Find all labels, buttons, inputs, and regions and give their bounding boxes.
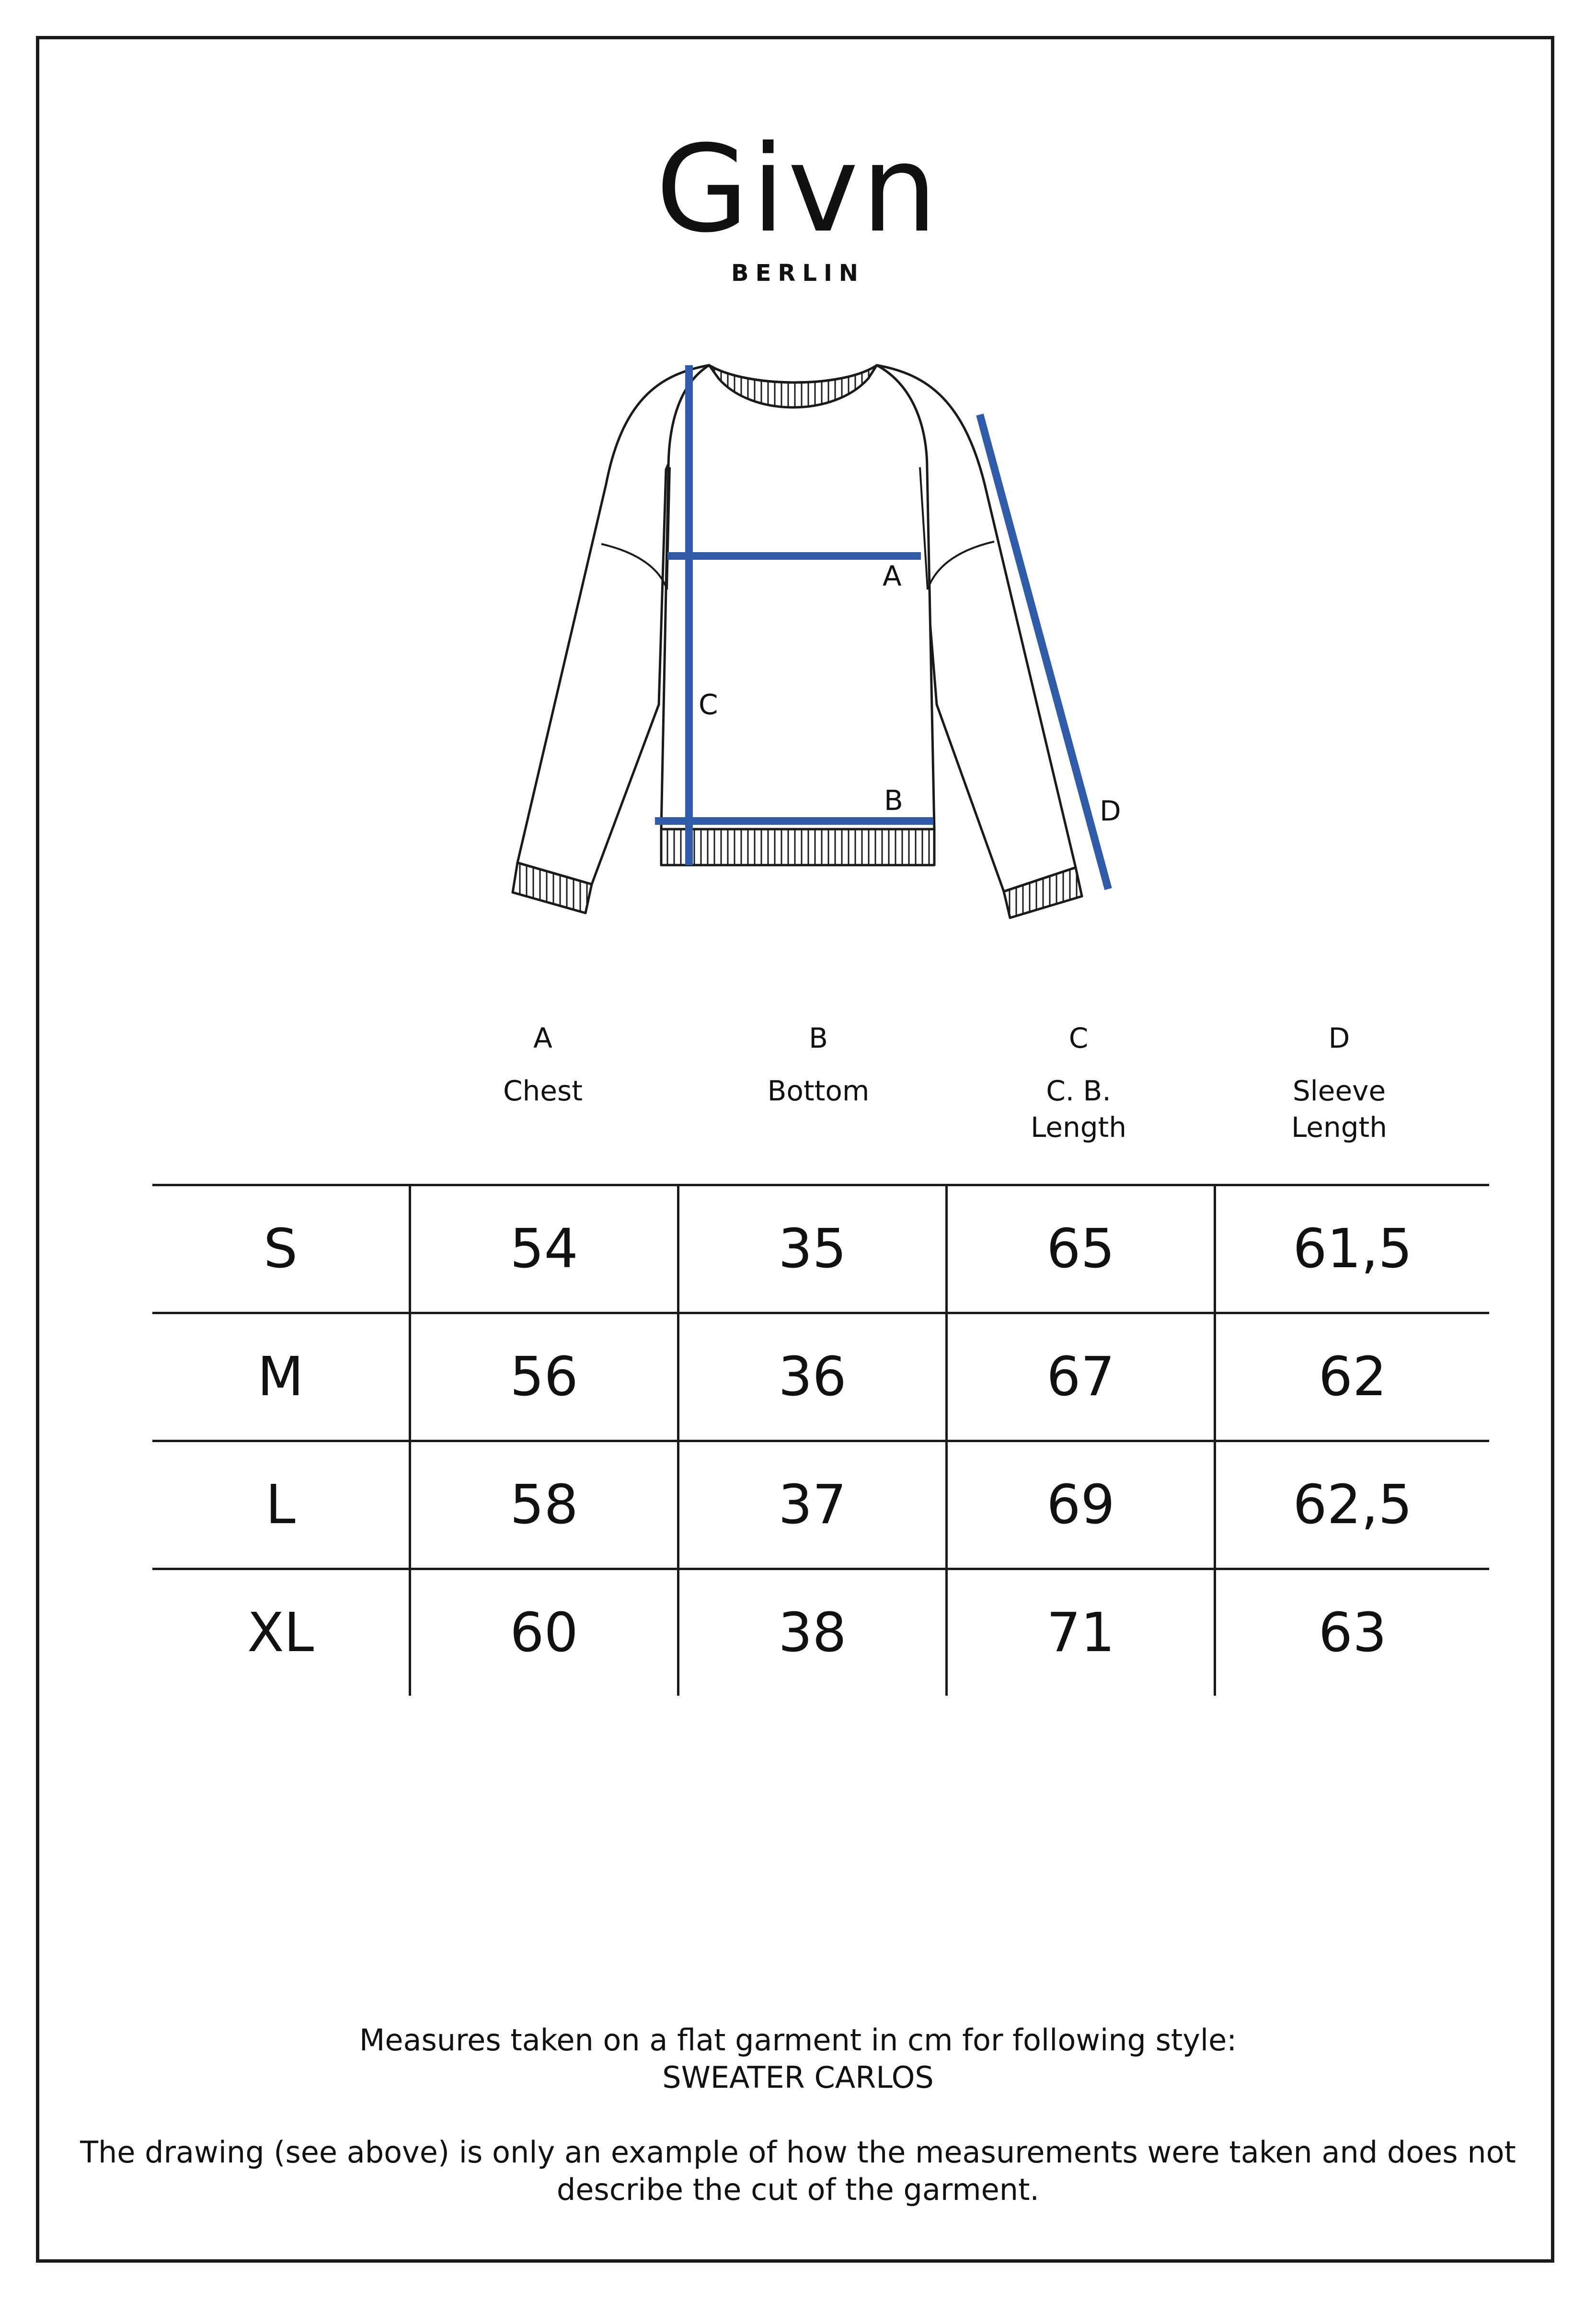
sweater-diagram xyxy=(0,0,1596,959)
size-cell: S xyxy=(263,1218,298,1280)
value-cell: 61,5 xyxy=(1215,1185,1490,1313)
value-cell: 62 xyxy=(1215,1313,1490,1441)
value-cell: 38 xyxy=(678,1569,947,1696)
hem-rib xyxy=(661,829,934,865)
table-row-m xyxy=(152,1313,1489,1441)
value-cell: 65 xyxy=(947,1185,1215,1313)
column-name: Sleeve Length xyxy=(1291,1075,1388,1144)
table-row-s xyxy=(152,1185,1489,1313)
size-table xyxy=(152,1184,1489,1696)
value-cell: 35 xyxy=(678,1185,947,1313)
value-cell: 58 xyxy=(410,1441,678,1569)
column-letter: C xyxy=(1068,1022,1089,1054)
table-row-xl xyxy=(152,1569,1489,1696)
table-row-l xyxy=(152,1441,1489,1569)
value-cell: 62,5 xyxy=(1215,1441,1490,1569)
label-b: B xyxy=(884,784,903,817)
column-header-sleeve-length xyxy=(1205,1020,1473,1145)
brand-logo: Givn xyxy=(655,119,941,259)
measurement-note: Measures taken on a flat garment in cm for following style: xyxy=(359,2023,1237,2058)
label-c: C xyxy=(699,688,718,721)
value-cell: 36 xyxy=(678,1313,947,1441)
label-a: A xyxy=(883,560,902,592)
brand-city: BERLIN xyxy=(731,260,865,287)
column-name: Chest xyxy=(503,1075,583,1107)
column-name: Bottom xyxy=(767,1075,870,1107)
column-letter: B xyxy=(809,1022,828,1054)
value-cell: 71 xyxy=(947,1569,1215,1696)
column-letter: D xyxy=(1328,1022,1350,1054)
column-header-chest xyxy=(409,1020,677,1109)
value-cell: 63 xyxy=(1215,1569,1490,1696)
value-cell: 56 xyxy=(410,1313,678,1441)
value-cell: 60 xyxy=(410,1569,678,1696)
value-cell: 37 xyxy=(678,1441,947,1569)
style-name: SWEATER CARLOS xyxy=(662,2060,934,2095)
column-header-cb-length xyxy=(944,1020,1213,1145)
column-header-bottom xyxy=(684,1020,953,1109)
value-cell: 67 xyxy=(947,1313,1215,1441)
label-d: D xyxy=(1100,795,1121,827)
column-name: C. B. Length xyxy=(1030,1075,1127,1144)
size-cell: XL xyxy=(247,1602,314,1664)
sweater-body xyxy=(661,365,934,829)
value-cell: 69 xyxy=(947,1441,1215,1569)
column-letter: A xyxy=(533,1022,552,1054)
size-cell: L xyxy=(265,1474,296,1536)
drawing-disclaimer: The drawing (see above) is only an example of how the measurements were taken and does not describe the cut of the garment. xyxy=(80,2135,1516,2207)
size-cell: M xyxy=(257,1346,304,1408)
value-cell: 54 xyxy=(410,1185,678,1313)
